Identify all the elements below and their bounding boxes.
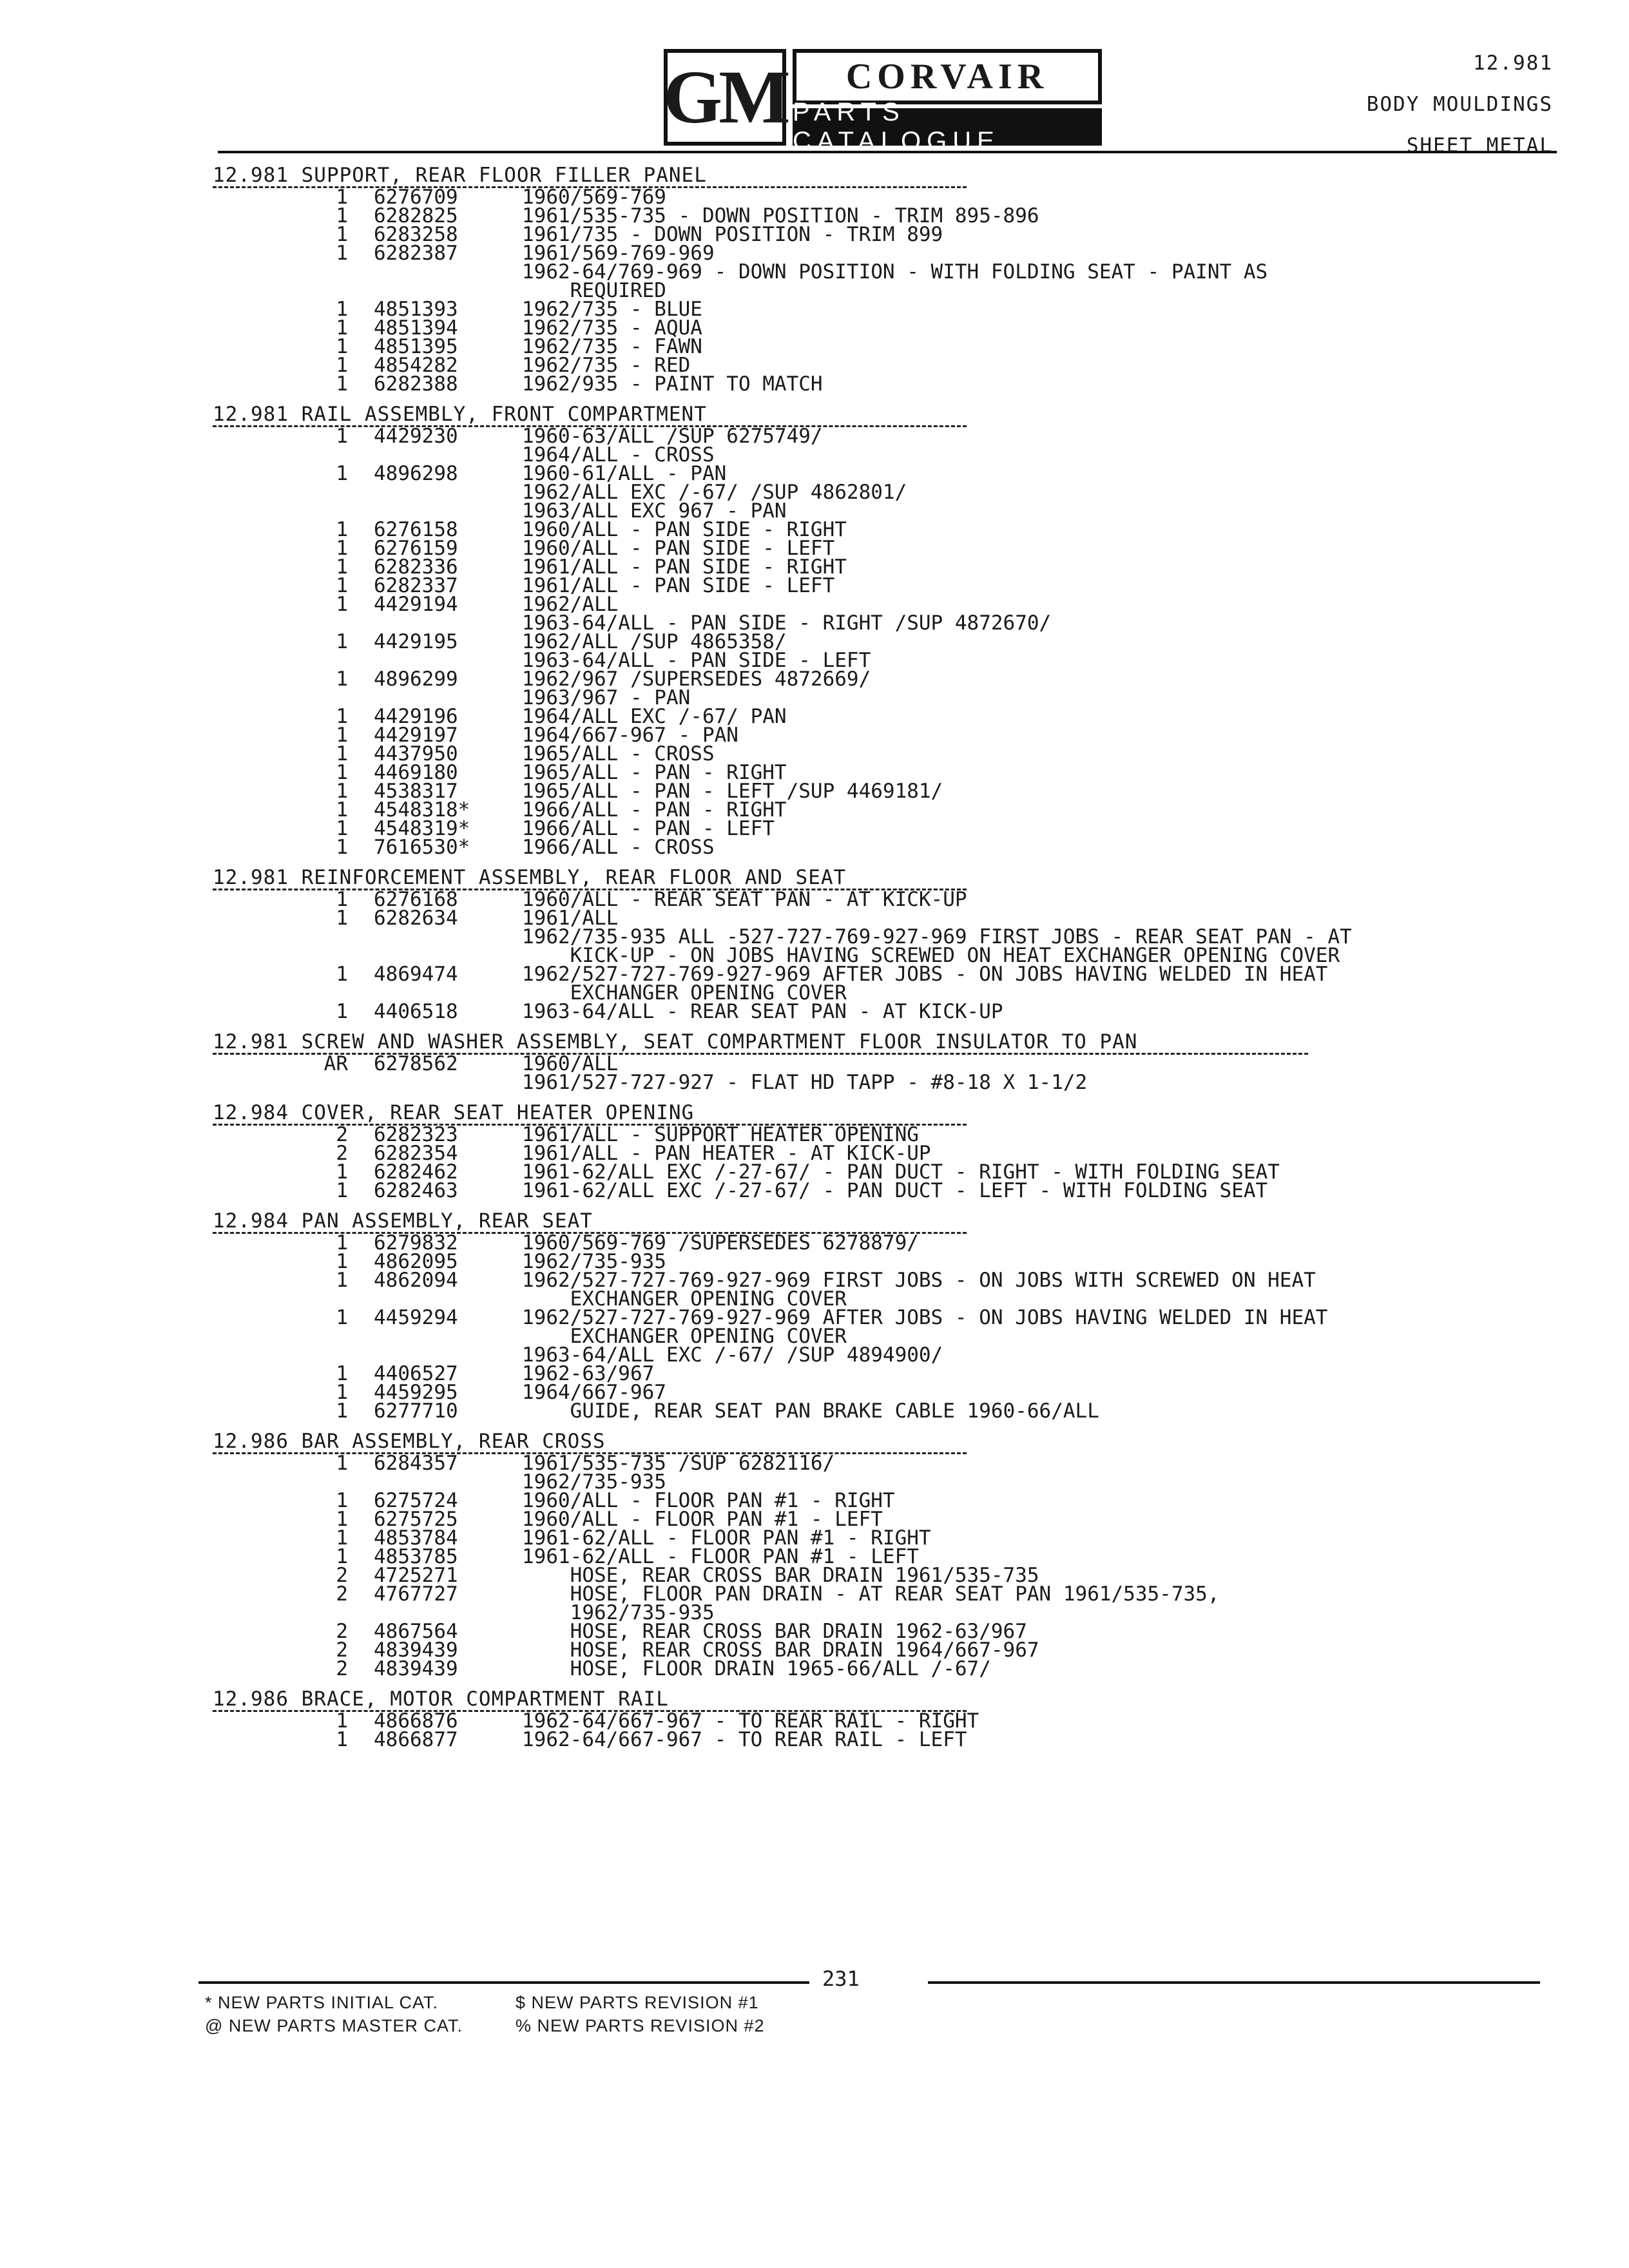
part-description: 1962/ALL /SUP 4865358/: [522, 630, 787, 653]
part-number: [374, 263, 522, 282]
part-quantity: [213, 651, 374, 670]
part-number: 6282634: [374, 907, 458, 930]
part-description: 1963-64/ALL - PAN SIDE - RIGHT /SUP 4872670/: [522, 611, 1052, 635]
part-description: 1961/ALL: [522, 907, 619, 930]
section-title-text: 12.981 REINFORCEMENT ASSEMBLY, REAR FLOOR AND SEAT: [213, 866, 847, 889]
part-description: 1962/527-727-769-927-969 FIRST JOBS - ON JOBS WITH SCREWED ON HEAT: [522, 1269, 1316, 1292]
section-title: [213, 866, 1585, 890]
part-number: 4406518: [374, 1000, 458, 1023]
part-quantity: 1: [336, 668, 348, 691]
part-number: 6282388: [374, 372, 458, 396]
part-quantity: [213, 446, 374, 465]
part-quantity: 1: [336, 705, 348, 728]
part-number: [374, 928, 522, 947]
part-quantity: 2: [336, 1564, 348, 1587]
part-quantity: 1: [336, 372, 348, 396]
part-number: 4862095: [374, 1250, 458, 1273]
part-quantity: [213, 502, 374, 521]
part-number: 4853784: [374, 1526, 458, 1550]
part-number: 4839439: [374, 1639, 458, 1662]
part-row: [213, 427, 1585, 446]
part-description: 1961/ALL - PAN SIDE - LEFT: [522, 574, 835, 597]
section-title: [213, 405, 1585, 427]
part-quantity: 1: [336, 574, 348, 597]
part-number: 4851393: [374, 298, 458, 321]
part-description: 1965/ALL - CROSS: [522, 742, 715, 765]
part-description: 1962/735 - FAWN: [522, 335, 702, 358]
section-title: [213, 1030, 1585, 1055]
part-quantity: 1: [336, 555, 348, 579]
part-description: 1961/527-727-927 - FLAT HD TAPP - #8-18 X 1-1/2: [522, 1071, 1088, 1094]
part-number: 6276168: [374, 888, 458, 911]
part-number: 4839439: [374, 1657, 458, 1680]
part-quantity: 1: [336, 888, 348, 911]
section-title-text: 12.981 SCREW AND WASHER ASSEMBLY, SEAT COMPARTMENT FLOOR INSULATOR TO PAN: [213, 1030, 1138, 1053]
part-quantity: 2: [336, 1142, 348, 1165]
part-quantity: 1: [336, 742, 348, 765]
part-quantity: 1: [336, 537, 348, 560]
part-quantity: 1: [336, 1399, 348, 1423]
part-quantity: 1: [336, 1306, 348, 1329]
part-number: 4548318*: [374, 798, 470, 822]
part-quantity: 1: [336, 1709, 348, 1733]
part-description: 1962/935 - PAINT TO MATCH: [522, 372, 823, 396]
part-quantity: [213, 1346, 374, 1365]
part-quantity: [213, 1073, 374, 1092]
part-number: 6282463: [374, 1179, 458, 1202]
part-quantity: 1: [336, 798, 348, 822]
part-quantity: 1: [336, 316, 348, 340]
logo-subtitle: PARTS CATALOGUE: [793, 108, 1102, 146]
part-description: 1965/ALL - PAN - LEFT /SUP 4469181/: [522, 780, 943, 803]
legend-revision-1: $ NEW PARTS REVISION #1: [516, 1993, 759, 2012]
part-quantity: 1: [336, 242, 348, 265]
section-title-text: 12.981 SUPPORT, REAR FLOOR FILLER PANEL: [213, 164, 707, 187]
part-quantity: AR: [323, 1052, 348, 1075]
part-quantity: 1: [336, 223, 348, 246]
part-quantity: 1: [336, 630, 348, 653]
part-quantity: [213, 614, 374, 633]
section-title-text: 12.984 COVER, REAR SEAT HEATER OPENING: [213, 1101, 695, 1124]
part-quantity: 1: [336, 593, 348, 616]
part-quantity: 1: [336, 761, 348, 784]
part-description: 1962/967 /SUPERSEDES 4872669/: [522, 668, 871, 691]
part-number: 4429194: [374, 593, 458, 616]
part-quantity: 1: [336, 780, 348, 803]
part-quantity: 1: [336, 907, 348, 930]
part-number: [374, 483, 522, 502]
header-category: BODY MOULDINGS: [1366, 93, 1553, 116]
part-description: 1965/ALL - PAN - RIGHT: [522, 761, 787, 784]
part-number: 4406527: [374, 1362, 458, 1385]
part-number: 6275724: [374, 1489, 458, 1512]
header-rule: [218, 151, 1557, 153]
part-description: 1962/735-935: [522, 1470, 666, 1494]
part-quantity: 1: [336, 1000, 348, 1023]
part-description: HOSE, REAR CROSS BAR DRAIN 1962-63/967: [522, 1620, 1027, 1643]
part-description: 1960/ALL - PAN SIDE - LEFT: [522, 537, 835, 560]
part-description: 1962/735 - RED: [522, 354, 691, 377]
part-description: 1960/ALL - FLOOR PAN #1 - RIGHT: [522, 1489, 895, 1512]
part-row: [213, 1073, 1585, 1092]
section-title: [213, 1432, 1585, 1454]
part-description: 1960-63/ALL /SUP 6275749/: [522, 425, 823, 448]
part-description: HOSE, REAR CROSS BAR DRAIN 1961/535-735: [522, 1564, 1039, 1587]
part-number: 6284357: [374, 1452, 458, 1475]
part-description: 1963/ALL EXC 967 - PAN: [522, 499, 787, 523]
part-quantity: 1: [336, 1526, 348, 1550]
part-description: 1961/ALL - SUPPORT HEATER OPENING: [522, 1123, 919, 1146]
part-number: 6282323: [374, 1123, 458, 1146]
part-description: 1962/735 - AQUA: [522, 316, 702, 340]
part-description: 1964/ALL EXC /-67/ PAN: [522, 705, 787, 728]
section-title-text: 12.984 PAN ASSEMBLY, REAR SEAT: [213, 1209, 593, 1233]
part-quantity: 1: [336, 724, 348, 747]
part-description: 1960/569-769 /SUPERSEDES 6278879/: [522, 1231, 919, 1254]
part-number: 6282336: [374, 555, 458, 579]
legend-revision-2: % NEW PARTS REVISION #2: [516, 2016, 765, 2035]
part-quantity: 2: [336, 1123, 348, 1146]
page-number: 231: [822, 1966, 860, 1991]
part-description: 1961/535-735 /SUP 6282116/: [522, 1452, 835, 1475]
part-number: 4429195: [374, 630, 458, 653]
part-quantity: [213, 947, 374, 965]
part-quantity: 1: [336, 518, 348, 541]
part-description: 1961/ALL - PAN SIDE - RIGHT: [522, 555, 847, 579]
part-quantity: 2: [336, 1582, 348, 1606]
part-number: 4896298: [374, 462, 458, 485]
part-number: 6282337: [374, 574, 458, 597]
part-number: 6275725: [374, 1508, 458, 1531]
part-description: 1961-62/ALL - FLOOR PAN #1 - RIGHT: [522, 1526, 931, 1550]
part-quantity: 1: [336, 186, 348, 209]
part-description: 1960/ALL - FLOOR PAN #1 - LEFT: [522, 1508, 883, 1531]
part-quantity: [213, 282, 374, 300]
part-row: [213, 1306, 1585, 1329]
part-quantity: [213, 984, 374, 1003]
part-description: 1964/ALL - CROSS: [522, 443, 715, 466]
part-row: [213, 1399, 1585, 1423]
part-number: 6278562: [374, 1052, 458, 1075]
part-quantity: 1: [336, 1269, 348, 1292]
part-description: 1962/735 - BLUE: [522, 298, 702, 321]
part-row: [213, 630, 1585, 653]
part-description: 1962/527-727-769-927-969 AFTER JOBS - ON JOBS HAVING WELDED IN HEAT: [522, 963, 1328, 986]
part-description: 1962/ALL EXC /-67/ /SUP 4862801/: [522, 481, 907, 504]
part-row: [213, 260, 1585, 284]
part-row: [213, 838, 1585, 857]
part-number: 7616530*: [374, 836, 470, 859]
part-description: GUIDE, REAR SEAT PAN BRAKE CABLE 1960-66/ALL: [522, 1399, 1099, 1423]
part-row: [213, 1454, 1585, 1473]
part-row: [213, 1179, 1585, 1202]
part-description: 1962-64/769-969 - DOWN POSITION - WITH FOLDING SEAT - PAINT AS: [522, 260, 1268, 284]
parts-section: [213, 1687, 1585, 1751]
part-description: 1961/735 - DOWN POSITION - TRIM 899: [522, 223, 943, 246]
part-description: 1962/735-935: [522, 1250, 666, 1273]
part-quantity: 1: [336, 1489, 348, 1512]
part-number: 4853785: [374, 1545, 458, 1568]
part-quantity: 1: [336, 1362, 348, 1385]
part-description: EXCHANGER OPENING COVER: [522, 981, 847, 1004]
part-row: [213, 483, 1585, 502]
part-description: 1963-64/ALL - REAR SEAT PAN - AT KICK-UP: [522, 1000, 1003, 1023]
part-number: 4429196: [374, 705, 458, 728]
part-number: 4429197: [374, 724, 458, 747]
part-row: [213, 1728, 1585, 1751]
part-quantity: 1: [336, 354, 348, 377]
part-number: 4851395: [374, 335, 458, 358]
section-title-text: 12.981 RAIL ASSEMBLY, FRONT COMPARTMENT: [213, 403, 707, 426]
part-description: HOSE, REAR CROSS BAR DRAIN 1964/667-967: [522, 1639, 1039, 1662]
part-description: 1963-64/ALL EXC /-67/ /SUP 4894900/: [522, 1343, 943, 1367]
gm-logo-mark: GM: [664, 49, 786, 146]
section-title: [213, 1209, 1585, 1234]
part-description: 1962/735-935 ALL -527-727-769-927-969 FIRST JOBS - REAR SEAT PAN - AT: [522, 925, 1352, 948]
part-quantity: 1: [336, 204, 348, 227]
part-description: 1961/569-769-969: [522, 242, 715, 265]
part-quantity: 1: [336, 1250, 348, 1273]
part-number: 6283258: [374, 223, 458, 246]
part-quantity: [213, 689, 374, 707]
part-number: 4896299: [374, 668, 458, 691]
part-description: REQUIRED: [522, 279, 666, 302]
part-description: 1962/735-935: [522, 1601, 715, 1624]
section-title-text: 12.986 BAR ASSEMBLY, REAR CROSS: [213, 1430, 606, 1453]
part-description: 1961/535-735 - DOWN POSITION - TRIM 895-896: [522, 204, 1039, 227]
part-row: [213, 1271, 1585, 1290]
logo-title: CORVAIR: [793, 49, 1102, 104]
footer-rule-left: [198, 1981, 809, 1984]
parts-section: [213, 405, 1585, 857]
legend-initial-cat: * NEW PARTS INITIAL CAT.: [205, 1993, 439, 2012]
part-number: 4867564: [374, 1620, 458, 1643]
part-quantity: 1: [336, 1231, 348, 1254]
part-number: 4854282: [374, 354, 458, 377]
part-row: [213, 1657, 1585, 1680]
parts-section: [213, 1209, 1585, 1423]
part-row: [213, 965, 1585, 984]
part-quantity: 1: [336, 963, 348, 986]
part-number: 4851394: [374, 316, 458, 340]
parts-list: [213, 166, 1585, 1761]
part-description: HOSE, FLOOR PAN DRAIN - AT REAR SEAT PAN 1961/535-735,: [522, 1582, 1220, 1606]
part-description: EXCHANGER OPENING COVER: [522, 1287, 847, 1311]
part-quantity: [213, 1604, 374, 1622]
part-quantity: [213, 1473, 374, 1492]
part-quantity: [213, 1327, 374, 1346]
part-description: KICK-UP - ON JOBS HAVING SCREWED ON HEAT EXCHANGER OPENING COVER: [522, 944, 1340, 967]
part-description: HOSE, FLOOR DRAIN 1965-66/ALL /-67/: [522, 1657, 991, 1680]
part-number: 4866876: [374, 1709, 458, 1733]
part-description: 1960/569-769: [522, 186, 666, 209]
section-title: [213, 166, 1585, 188]
parts-section: [213, 1432, 1585, 1678]
part-row: [213, 670, 1585, 689]
part-description: 1961-62/ALL EXC /-27-67/ - PAN DUCT - LEFT - WITH FOLDING SEAT: [522, 1179, 1268, 1202]
part-description: 1960/ALL - PAN SIDE - RIGHT: [522, 518, 847, 541]
part-quantity: 1: [336, 817, 348, 840]
part-description: 1962/527-727-769-927-969 AFTER JOBS - ON JOBS HAVING WELDED IN HEAT: [522, 1306, 1328, 1329]
part-quantity: 1: [336, 1508, 348, 1531]
part-number: 4548319*: [374, 817, 470, 840]
part-description: 1961-62/ALL - FLOOR PAN #1 - LEFT: [522, 1545, 919, 1568]
part-quantity: 1: [336, 425, 348, 448]
part-number: 6276709: [374, 186, 458, 209]
footer-rule-right: [928, 1981, 1540, 1984]
part-quantity: 2: [336, 1639, 348, 1662]
part-description: 1964/667-967 - PAN: [522, 724, 738, 747]
part-quantity: 1: [336, 1179, 348, 1202]
part-number: 6282387: [374, 242, 458, 265]
part-row: [213, 1582, 1585, 1606]
part-row: [213, 372, 1585, 396]
parts-section: [213, 1030, 1585, 1094]
part-quantity: [213, 263, 374, 282]
part-quantity: 1: [336, 1545, 348, 1568]
part-description: 1963/967 - PAN: [522, 686, 691, 709]
parts-section: [213, 866, 1585, 1023]
part-quantity: 1: [336, 1728, 348, 1751]
part-number: 4767727: [374, 1582, 458, 1606]
part-description: 1962-64/667-967 - TO REAR RAIL - RIGHT: [522, 1709, 979, 1733]
legend-left: [205, 1991, 463, 2037]
part-description: 1962/ALL: [522, 593, 619, 616]
part-description: 1961-62/ALL EXC /-27-67/ - PAN DUCT - RIGHT - WITH FOLDING SEAT: [522, 1160, 1280, 1184]
part-quantity: 1: [336, 462, 348, 485]
part-quantity: 1: [336, 1452, 348, 1475]
part-number: 6282825: [374, 204, 458, 227]
part-number: 4862094: [374, 1269, 458, 1292]
parts-section: [213, 166, 1585, 394]
part-number: [374, 1073, 522, 1092]
page-header-info: [1367, 43, 1553, 166]
part-number: 4725271: [374, 1564, 458, 1587]
part-description: 1966/ALL - PAN - LEFT: [522, 817, 775, 840]
legend-master-cat: @ NEW PARTS MASTER CAT.: [205, 2016, 463, 2035]
part-description: EXCHANGER OPENING COVER: [522, 1325, 847, 1348]
part-description: 1960/ALL: [522, 1052, 619, 1075]
part-quantity: [213, 483, 374, 502]
legend-right: [516, 1991, 765, 2037]
part-number: 4866877: [374, 1728, 458, 1751]
part-quantity: 1: [336, 836, 348, 859]
part-description: 1964/667-967: [522, 1381, 666, 1404]
header-subcategory: SHEET METAL: [1406, 134, 1553, 157]
part-quantity: 1: [336, 1160, 348, 1184]
part-number: 4429230: [374, 425, 458, 448]
part-number: 6276158: [374, 518, 458, 541]
part-description: 1962-63/967: [522, 1362, 655, 1385]
gm-corvair-logo: [663, 49, 1102, 155]
part-description: 1966/ALL - CROSS: [522, 836, 715, 859]
part-number: 6276159: [374, 537, 458, 560]
part-number: 6279832: [374, 1231, 458, 1254]
part-number: [374, 1327, 522, 1346]
section-title: [213, 1687, 1585, 1712]
part-number: 4437950: [374, 742, 458, 765]
part-quantity: 2: [336, 1657, 348, 1680]
part-quantity: 1: [336, 298, 348, 321]
part-quantity: 1: [336, 1381, 348, 1404]
part-number: 6282354: [374, 1142, 458, 1165]
header-section-number: 12.981: [1473, 52, 1553, 75]
part-description: 1966/ALL - PAN - RIGHT: [522, 798, 787, 822]
part-number: 4459295: [374, 1381, 458, 1404]
part-number: 4469180: [374, 761, 458, 784]
part-quantity: 2: [336, 1620, 348, 1643]
part-description: 1961/ALL - PAN HEATER - AT KICK-UP: [522, 1142, 931, 1165]
part-number: 4869474: [374, 963, 458, 986]
part-quantity: [213, 1290, 374, 1309]
part-description: 1960/ALL - REAR SEAT PAN - AT KICK-UP: [522, 888, 967, 911]
part-quantity: [213, 928, 374, 947]
part-number: 6282462: [374, 1160, 458, 1184]
part-number: 4538317: [374, 780, 458, 803]
part-description: 1962-64/667-967 - TO REAR RAIL - LEFT: [522, 1728, 967, 1751]
part-quantity: 1: [336, 335, 348, 358]
part-description: 1963-64/ALL - PAN SIDE - LEFT: [522, 649, 871, 672]
section-title: [213, 1101, 1585, 1126]
section-title-text: 12.986 BRACE, MOTOR COMPARTMENT RAIL: [213, 1687, 669, 1711]
part-description: 1960-61/ALL - PAN: [522, 462, 727, 485]
parts-section: [213, 1101, 1585, 1202]
part-row: [213, 1000, 1585, 1023]
part-number: 6277710: [374, 1399, 458, 1423]
part-number: 4459294: [374, 1306, 458, 1329]
